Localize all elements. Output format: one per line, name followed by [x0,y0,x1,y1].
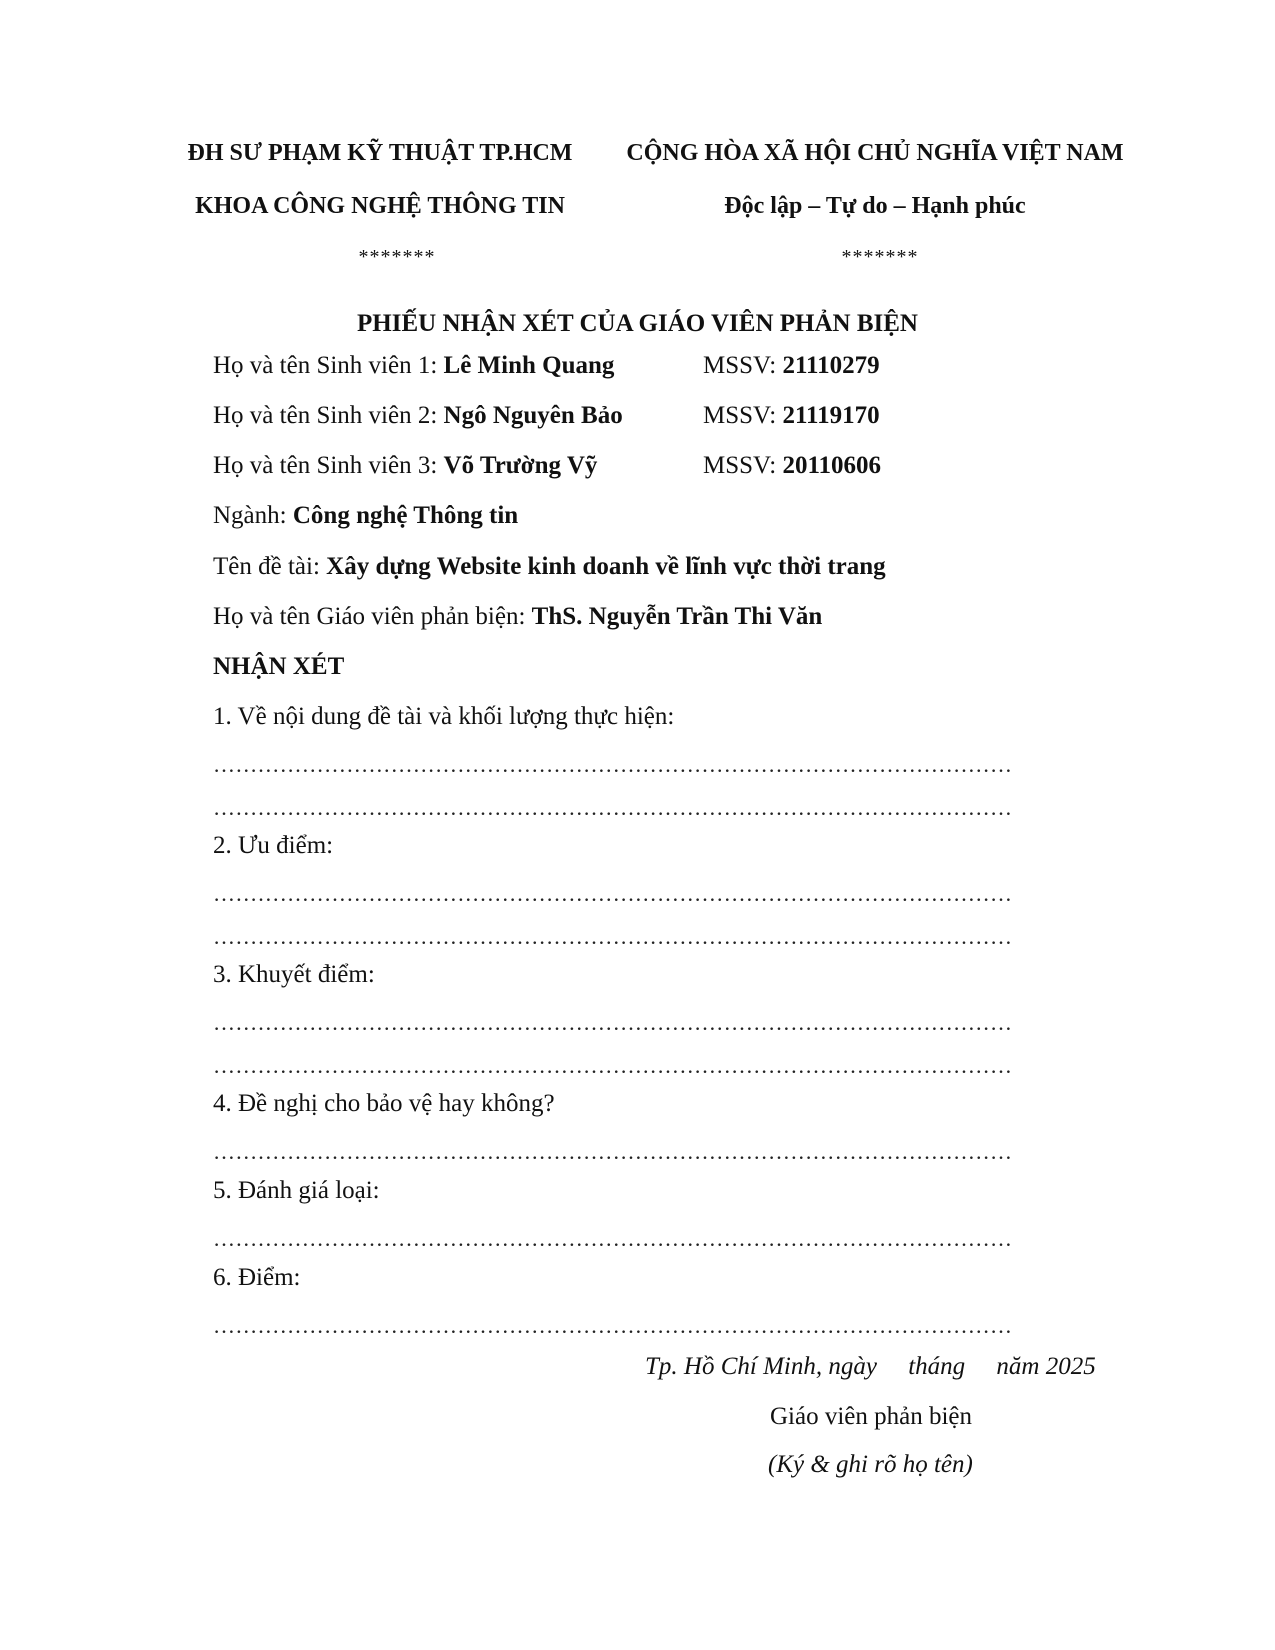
student-2-name: Ngô Nguyên Bảo [443,402,623,429]
topic-line [213,553,886,581]
section-4-heading: 4. Đề nghị cho bảo vệ hay không? [213,1090,555,1117]
section-3-answer-line-1[interactable]: ……………………………………………………………………………………………… [213,1010,1013,1035]
student-1-line [213,352,614,380]
section-3-heading: 3. Khuyết điểm: [213,961,375,988]
section-1-heading: 1. Về nội dung đề tài và khối lượng thực hiện: [213,703,675,730]
student-3-id-line [703,452,881,480]
national-motto: Độc lập – Tự do – Hạnh phúc [724,193,1026,219]
major-line [213,502,518,530]
student-3-id: 20110606 [782,452,882,479]
section-1-answer-line-2[interactable]: ……………………………………………………………………………………………… [213,795,1013,820]
section-2-answer-line-2[interactable]: ……………………………………………………………………………………………… [213,924,1013,949]
section-2-answer-line-1[interactable]: ……………………………………………………………………………………………… [213,881,1013,906]
student-3-label: Họ và tên Sinh viên 3: [213,452,444,479]
student-1-id: 21110279 [782,352,880,379]
section-5-heading: 5. Đánh giá loại: [213,1177,380,1204]
student-2-id: 21119170 [782,402,880,429]
section-2-heading: 2. Ưu điểm: [213,832,334,859]
section-5-answer-line[interactable]: ……………………………………………………………………………………………… [213,1226,1013,1251]
student-3-line [213,452,597,480]
major-label: Ngành: [213,502,293,529]
student-2-line [213,402,623,430]
university-name: ĐH SƯ PHẠM KỸ THUẬT TP.HCM [187,140,573,166]
place-date-line: Tp. Hồ Chí Minh, ngày tháng năm 2025 [645,1353,1096,1380]
section-6-heading: 6. Điểm: [213,1264,301,1291]
student-2-label: Họ và tên Sinh viên 2: [213,402,444,429]
signer-role: Giáo viên phản biện [770,1403,973,1430]
reviewer-name: ThS. Nguyễn Trần Thi Văn [531,603,823,630]
signature-instruction: (Ký & ghi rõ họ tên) [768,1451,973,1478]
student-2-id-line [703,402,880,430]
section-1-answer-line-1[interactable]: ……………………………………………………………………………………………… [213,752,1013,777]
section-4-answer-line[interactable]: ……………………………………………………………………………………………… [213,1139,1013,1164]
reviewer-line [213,603,822,631]
student-1-id-line [703,352,880,380]
faculty-name: KHOA CÔNG NGHỆ THÔNG TIN [195,193,565,219]
student-1-label: Họ và tên Sinh viên 1: [213,352,444,379]
right-stars-divider: ******* [841,246,919,268]
reviewer-label: Họ và tên Giáo viên phản biện: [213,603,532,630]
major-value: Công nghệ Thông tin [292,502,519,529]
section-6-answer-line[interactable]: ……………………………………………………………………………………………… [213,1313,1013,1338]
form-title: PHIẾU NHẬN XÉT CỦA GIÁO VIÊN PHẢN BIỆN [357,310,918,337]
student-3-name: Võ Trường Vỹ [443,452,598,479]
student-2-id-label: MSSV: [703,402,783,429]
comments-heading: NHẬN XÉT [213,653,345,680]
student-1-name: Lê Minh Quang [443,352,615,379]
left-stars-divider: ******* [358,246,436,268]
student-3-id-label: MSSV: [703,452,783,479]
topic-label: Tên đề tài: [213,553,327,580]
student-1-id-label: MSSV: [703,352,783,379]
section-3-answer-line-2[interactable]: ……………………………………………………………………………………………… [213,1053,1013,1078]
country-name: CỘNG HÒA XÃ HỘI CHỦ NGHĨA VIỆT NAM [626,140,1124,166]
topic-value: Xây dựng Website kinh doanh về lĩnh vực thời trang [326,553,886,580]
